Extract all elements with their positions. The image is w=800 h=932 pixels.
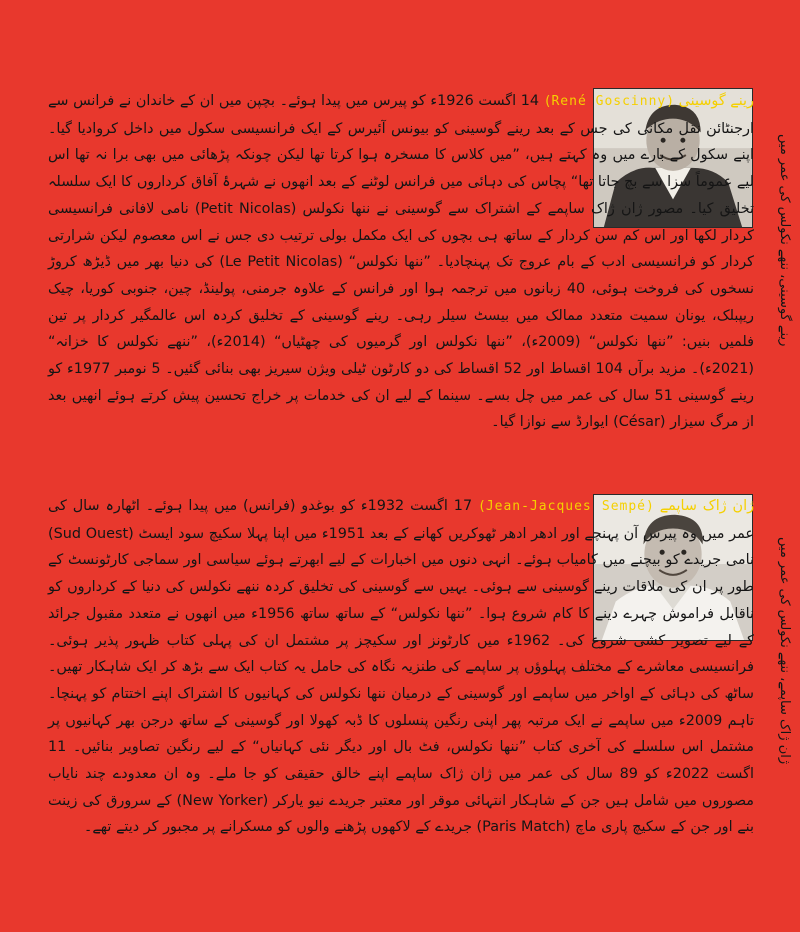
sempe-name-urdu: ژان ژاک ساپمے bbox=[659, 498, 755, 514]
goscinny-name-latin: (René Goscinny) bbox=[543, 94, 675, 109]
goscinny-bio-text: 14 اگست 1926ء کو پیرس میں پیدا ہوئے۔ بچپن میں ان کے خاندان نے فرانس سے ارجنٹائن نقل مکانی کی جس کے بعد رینے گوسینی کو بیونس آئیرس کے ایک فرانسیسی سکول میں داخل کروادیا گیا۔ اپنے سکول کے بارے میں وہ کہتے ہیں، ”میں کلاس کا مسخرہ ہوا کرتا تھا لیکن چونکہ پڑھائی میں بھی برا نہ تھا اس لیے عموماً سزا سے بچ جاتا تھا“ پچاس کی دہائی میں فرانس لوٹنے کے بعد انھوں نے شہرۂ آفاق کرداروں کا ایک سلسلہ تخلیق کیا۔ مصور ژان ژاک ساپمے کے اشتراک سے گوسینی نے ننھا نکولس (Petit Nicolas) نامی لافانی فرانسیسی کردار لکھا اور اس کم سن کردار کے ساتھ ہی بچوں کی ایک مکمل بولی ترتیب دی جس نے اس معصوم لیکن شرارتی کردار کو فرانسیسی ادب کے بام عروج تک پہنچادیا۔ ”ننھا نکولس“ (Le Petit Nicolas) کی دنیا بھر میں ڈیڑھ کروڑ نسخوں کی فروخت ہوئی، 40 زبانوں میں ترجمہ ہوا اور فرانس کے علاوہ جرمنی، پولینڈ، چین، جنوبی کوریا، چیک ریپبلک، یونان سمیت متعدد ممالک میں بیسٹ سیلر رہی۔ رینے گوسینی کے تخلیق کردہ اس عالمگیر کردار پر تین فلمیں بنیں: ”ننھا نکولس“ (2009ء)، ”ننھا نکولس اور گرمیوں کی چھٹیاں“ (2014ء)، ”ننھے نکولس کا خزانہ“ (2021ء)۔ مزید برآں 104 اقساط اور 52 اقساط کی دو کارٹون ٹیلی ویژن سیریز بھی بنائی گئیں۔ 5 نومبر 1977ء کو رینے گوسینی 51 سال کی عمر میں چل بسے۔ سینما کے لیے ان کی خدمات پر خراج تحسین پیش کرتے ہوئے انھیں بعد از مرگ سیزار (César) ایوارڈ سے نوازا گیا۔ bbox=[48, 93, 754, 431]
goscinny-name-urdu: رینے گوسینی bbox=[678, 93, 755, 109]
sempe-photo-caption: ژان ژاک ساپمے، ننھے نکولس کی عمر میں bbox=[777, 536, 792, 764]
goscinny-photo-caption: رینے گوسینی، ننھے نکولس کی عمر میں bbox=[777, 133, 792, 346]
goscinny-bio bbox=[48, 88, 754, 483]
sempe-bio-text: 17 اگست 1932ء کو بوغدو (فرانس) میں پیدا ہوئے۔ اٹھارہ سال کی عمر میں وہ پیرس آن پہنچے اور ادھر ادھر ٹھوکریں کھانے کے بعد 1951ء میں اپنا پہلا سکیچ سود ایسٹ (Sud Ouest) نامی جریدے کو بیچنے میں کامیاب ہوئے۔ انہی دنوں میں اخبارات کے لیے ابھرتے ہوئے سیاسی اور سماجی کارٹونسٹ کے طور پر ان کی ملاقات رینے گوسینی سے ہوئی۔ یہیں سے گوسینی کی تخلیق کردہ ننھے نکولس کی دنیا کے کرداروں کو ناقابل فراموش چہرے دینے کا کام شروع ہوا۔ ”ننھا نکولس“ کے ساتھ ساتھ 1956ء میں انھوں نے متعدد مقبول جرائد کے لیے تصویر کشی شروع کی۔ 1962ء میں کارٹونز اور سکیچز پر مشتمل ان کی پہلی کتاب ظہور پذیر ہوئی۔ فرانسیسی معاشرے کے مختلف پہلوؤں پر ساپمے کی طنزیہ نگاہ کی حامل یہ کتاب ایک سے بڑھ کر ایک شاہکار تھیں۔ ساٹھ کی دہائی کے اواخر میں ساپمے اور گوسینی کے درمیان ننھا نکولس کی کہانیوں کا اشتراک اپنے اختتام کو پہنچا۔ تاہم 2009ء میں ساپمے نے ایک مرتبہ پھر اپنی رنگین پنسلوں کا ڈبہ کھولا اور گوسینی کے ساتھ درجن بھر کہانیوں پر مشتمل اس سلسلے کی آخری کتاب ”ننھا نکولس، فٹ بال اور دیگر نئی کہانیاں“ کے لیے رنگین تصاویر بنائیں۔ 11 اگست 2022ء کو 89 سال کی عمر میں ژان ژاک ساپمے اپنے خالق حقیقی کو جا ملے۔ وہ ان معدودے چند نایاب مصوروں میں شامل ہیں جن کے شاہکار انتہائی موقر اور معتبر جریدے نیو یارکر (New Yorker) کے سرورق کی زینت بنے اور جن کے سکیچ پاری ماچ (Paris Match) جریدے کے لاکھوں پڑھنے والوں کو مسکرانے پر مجبور کر دیتے تھے۔ bbox=[48, 498, 755, 836]
sempe-bio bbox=[48, 493, 754, 923]
sempe-name-latin: (Jean-Jacques Sempé) bbox=[478, 499, 654, 514]
